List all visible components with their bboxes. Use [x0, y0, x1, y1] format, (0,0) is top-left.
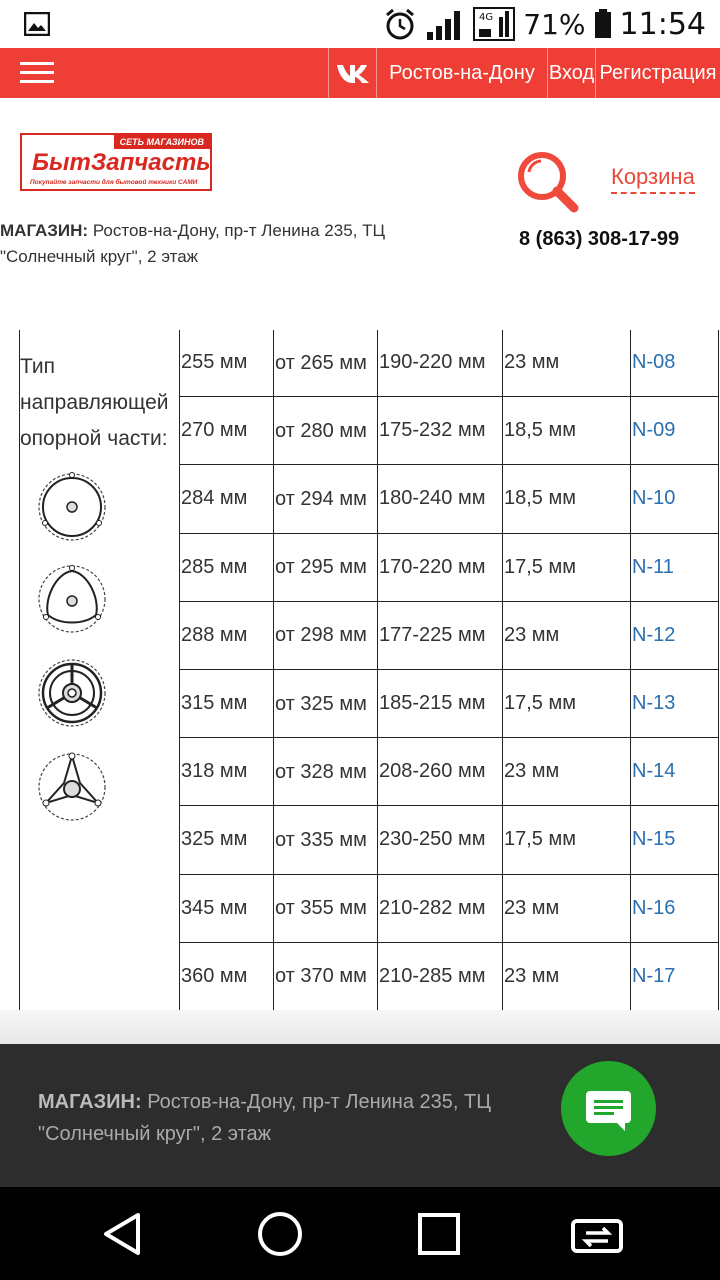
shop-address-text: Ростов-на-Дону, пр-т Ленина 235, ТЦ "Солнечный круг", 2 этаж [0, 221, 386, 266]
cell-guide-range: 177-225 мм [378, 601, 503, 669]
login-link[interactable]: Вход [547, 48, 595, 98]
cell-min-diameter: от 370 мм [274, 942, 378, 1010]
shop-address [0, 218, 480, 270]
cell-diameter: 285 мм [180, 533, 274, 601]
cell-code-link[interactable]: N-17 [631, 942, 719, 1010]
cell-guide-range: 230-250 мм [378, 806, 503, 874]
clock: 11:54 [619, 6, 706, 42]
guide-type-label: Тип направляющей опорной части: [20, 355, 169, 450]
cell-height: 17,5 мм [503, 669, 631, 737]
cell-min-diameter: от 295 мм [274, 533, 378, 601]
cell-diameter: 270 мм [180, 397, 274, 465]
recents-icon[interactable] [412, 1207, 466, 1261]
cell-guide-range: 210-282 мм [378, 874, 503, 942]
top-navigation [0, 48, 720, 98]
guide-tristar-diagram [36, 751, 108, 823]
cell-guide-range: 170-220 мм [378, 533, 503, 601]
table-row [20, 330, 719, 397]
cell-diameter: 315 мм [180, 669, 274, 737]
cell-min-diameter: от 328 мм [274, 738, 378, 806]
cell-guide-range: 185-215 мм [378, 669, 503, 737]
cell-code-link[interactable]: N-13 [631, 669, 719, 737]
svg-text:4G: 4G [479, 12, 494, 23]
alarm-icon [383, 7, 417, 41]
battery-percent: 71% [523, 7, 586, 41]
cell-min-diameter: от 335 мм [274, 806, 378, 874]
content-divider [0, 1010, 720, 1044]
search-icon[interactable] [516, 150, 580, 214]
cell-height: 23 мм [503, 738, 631, 806]
cell-min-diameter: от 265 мм [274, 330, 378, 397]
cell-guide-range: 190-220 мм [378, 330, 503, 397]
shop-label: МАГАЗИН: [0, 221, 89, 240]
chat-button[interactable] [561, 1061, 656, 1156]
logo-slogan: Покупайте запчасти для бытовой техники САМИ [30, 179, 198, 186]
cell-diameter: 255 мм [180, 330, 274, 397]
site-logo[interactable] [20, 133, 212, 191]
cell-guide-range: 210-285 мм [378, 942, 503, 1010]
battery-icon [594, 9, 612, 39]
home-icon[interactable] [253, 1207, 307, 1261]
vk-icon [336, 62, 370, 84]
bottom-shop-address [38, 1086, 548, 1150]
cell-diameter: 288 мм [180, 601, 274, 669]
cell-height: 18,5 мм [503, 465, 631, 533]
cell-diameter: 325 мм [180, 806, 274, 874]
back-icon[interactable] [96, 1207, 150, 1261]
register-link[interactable]: Регистрация [595, 48, 720, 98]
cell-code-link[interactable]: N-09 [631, 397, 719, 465]
cell-min-diameter: от 280 мм [274, 397, 378, 465]
cell-code-link[interactable]: N-08 [631, 330, 719, 397]
guide-type-cell [20, 330, 180, 1010]
menu-icon [20, 62, 54, 84]
cell-min-diameter: от 355 мм [274, 874, 378, 942]
cell-height: 23 мм [503, 601, 631, 669]
switch-icon[interactable] [570, 1207, 624, 1261]
bottom-info-bar [0, 1044, 720, 1187]
phone-number[interactable]: 8 (863) 308-17-99 [519, 228, 680, 250]
site-header [0, 98, 720, 330]
cell-code-link[interactable]: N-10 [631, 465, 719, 533]
city-selector[interactable]: Ростов-на-Дону [376, 48, 547, 98]
cell-height: 18,5 мм [503, 397, 631, 465]
cell-code-link[interactable]: N-11 [631, 533, 719, 601]
cell-height: 23 мм [503, 874, 631, 942]
cell-diameter: 345 мм [180, 874, 274, 942]
guide-spoke-diagram [36, 657, 108, 729]
cell-min-diameter: от 294 мм [274, 465, 378, 533]
guide-round-diagram [36, 471, 108, 543]
cart-link[interactable]: Корзина [611, 164, 695, 194]
signal-4g-icon [473, 7, 515, 41]
system-navigation [0, 1187, 720, 1280]
bottom-shop-label: МАГАЗИН: [38, 1091, 142, 1113]
specs-content [0, 330, 720, 1025]
cell-diameter: 360 мм [180, 942, 274, 1010]
cell-code-link[interactable]: N-15 [631, 806, 719, 874]
logo-top-text: СЕТЬ МАГАЗИНОВ [114, 135, 210, 149]
menu-button[interactable] [0, 48, 328, 98]
cell-guide-range: 175-232 мм [378, 397, 503, 465]
cell-min-diameter: от 325 мм [274, 669, 378, 737]
specs-table [19, 330, 719, 1011]
cell-guide-range: 208-260 мм [378, 738, 503, 806]
cell-diameter: 318 мм [180, 738, 274, 806]
gallery-icon [24, 12, 50, 36]
logo-name: БытЗапчасть [32, 149, 211, 176]
guide-triangle-diagram [36, 563, 108, 635]
status-bar [0, 0, 720, 48]
bottom-shop-address-text: Ростов-на-Дону, пр-т Ленина 235, ТЦ "Солнечный круг", 2 этаж [38, 1091, 492, 1145]
cell-height: 17,5 мм [503, 533, 631, 601]
cell-min-diameter: от 298 мм [274, 601, 378, 669]
cell-height: 23 мм [503, 330, 631, 397]
cell-code-link[interactable]: N-12 [631, 601, 719, 669]
cell-height: 23 мм [503, 942, 631, 1010]
vk-link[interactable] [328, 48, 376, 98]
cell-height: 17,5 мм [503, 806, 631, 874]
signal-icon [425, 8, 465, 40]
chat-icon [561, 1061, 656, 1156]
cell-guide-range: 180-240 мм [378, 465, 503, 533]
cell-code-link[interactable]: N-16 [631, 874, 719, 942]
cell-diameter: 284 мм [180, 465, 274, 533]
cell-code-link[interactable]: N-14 [631, 738, 719, 806]
